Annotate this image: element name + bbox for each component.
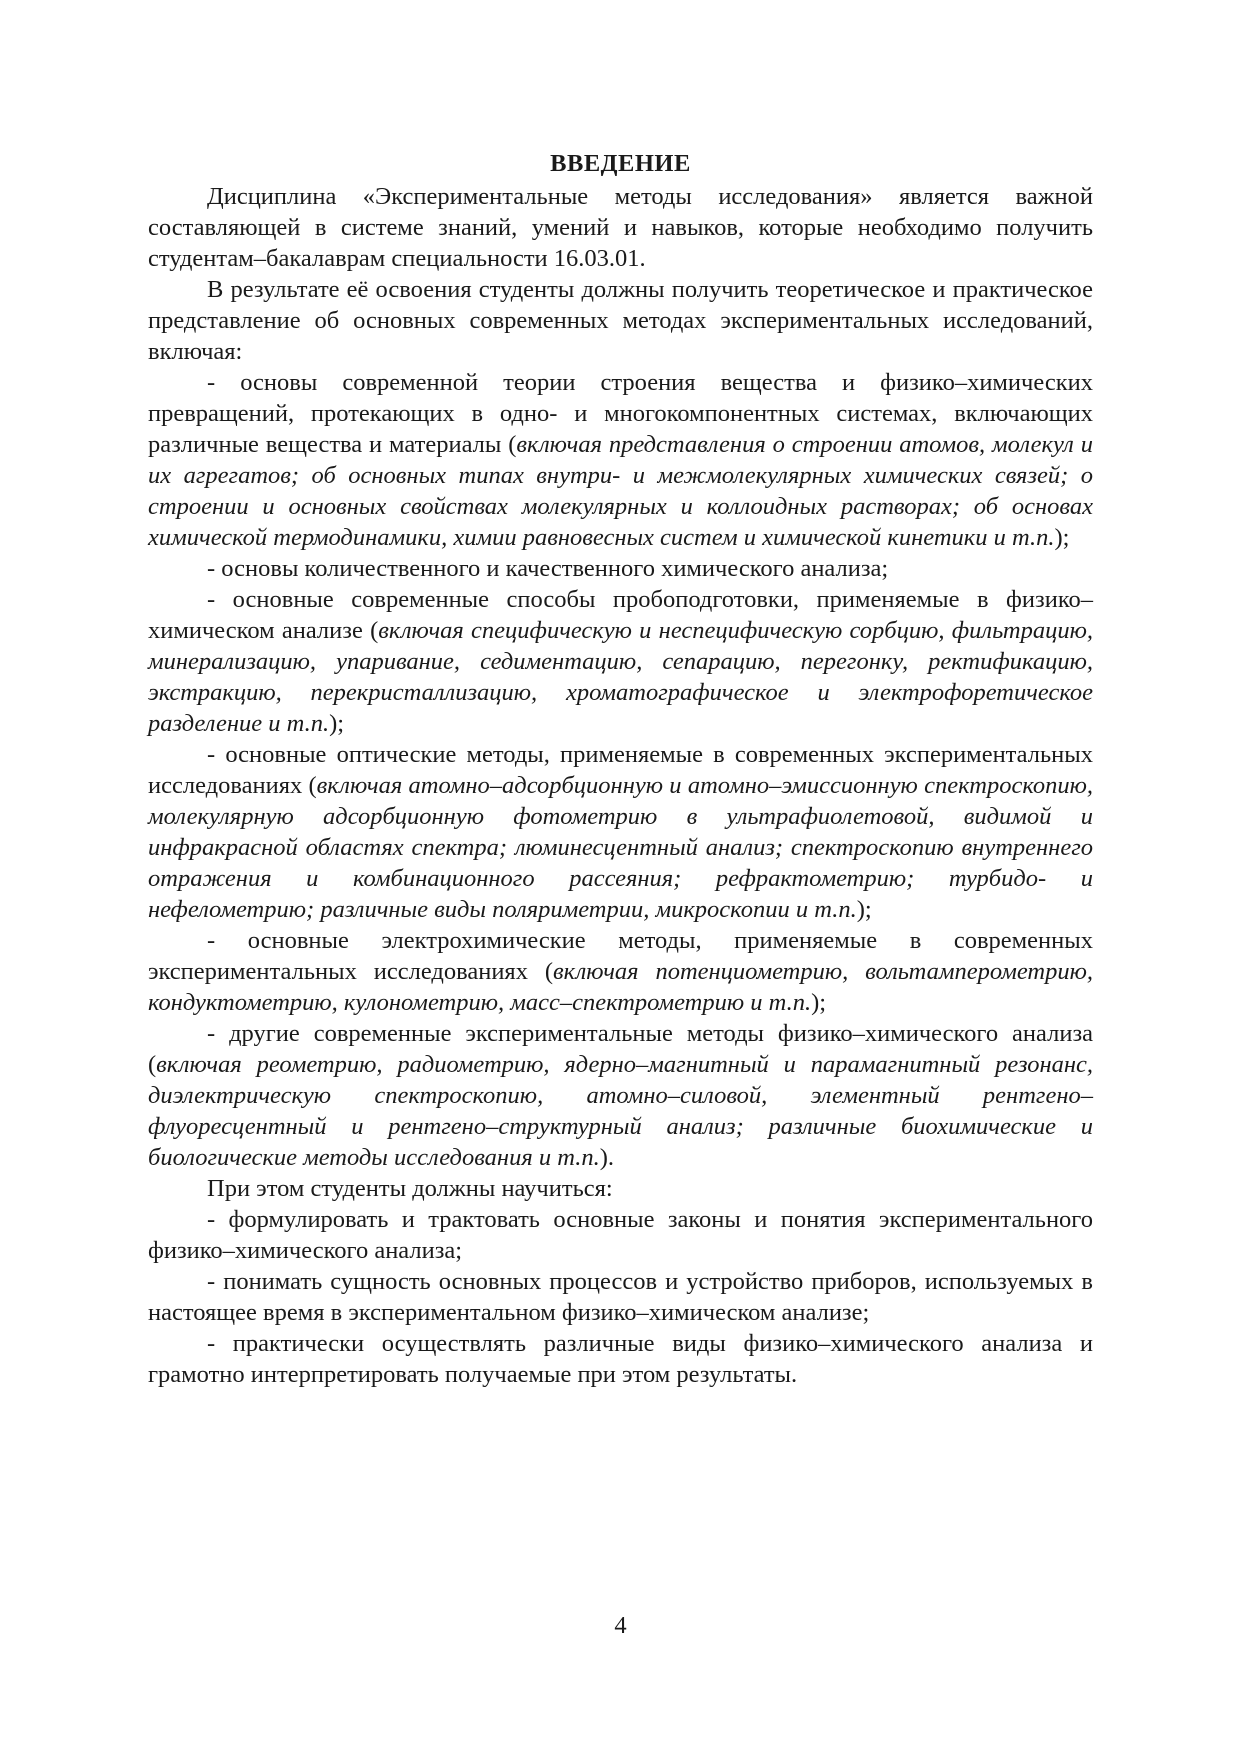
page-number: 4	[614, 1612, 627, 1639]
list-item-structure	[148, 367, 1093, 553]
list-item-other-methods	[148, 1018, 1093, 1173]
list-item-italic: включая атомно–адсорбционную и атомно–эмиссионную спектроскопию, молекулярную адсорбционную фотометрию в ультрафиолетовой, видимой и инфракрасной областях спектра; люминесцентный анализ; спектроскопию внутреннего отражения и комбинационного рассеяния; рефрактометрию; турбидо- и нефелометрию; различные виды поляриметрии, микроскопии и т.п.	[148, 772, 1093, 923]
list-item-lead: - основные электрохимические методы, применяемые в современных экспериментальных исследованиях (	[148, 927, 1093, 985]
document-body	[148, 148, 1093, 1390]
list-item-lead: - основные современные способы пробоподготовки, применяемые в физико–химическом анализе (	[148, 586, 1093, 644]
skill-item-formulate: - формулировать и трактовать основные законы и понятия экспериментального физико–химического анализа;	[148, 1206, 1093, 1264]
intro-paragraph: Дисциплина «Экспериментальные методы исследования» является важной составляющей в системе знаний, умений и навыков, которые необходимо получить студентам–бакалаврам специальности 16.03.01.	[148, 183, 1093, 272]
section-title: ВВЕДЕНИЕ	[550, 150, 691, 177]
list-item-tail: );	[1054, 524, 1070, 551]
list-item-optical	[148, 739, 1093, 925]
list-item-italic: включая потенциометрию, вольтамперометрию, кондуктометрию, кулонометрию, масс–спектрометрию и т.п.	[148, 958, 1093, 1016]
skill-item-understand: - понимать сущность основных процессов и устройство приборов, используемых в настоящее время в экспериментальном физико–химическом анализе;	[148, 1268, 1093, 1326]
list-item-lead: - основные оптические методы, применяемые в современных экспериментальных исследованиях (	[148, 741, 1093, 799]
list-item-tail: );	[856, 896, 872, 923]
list-item-italic: включая представления о строении атомов, молекул и их агрегатов; об основных типах внутри- и межмолекулярных химических связей; о строении и основных свойствах молекулярных и коллоидных растворах; об основах химической термодинамики, химии равновесных систем и химической кинетики и т.п.	[148, 431, 1093, 551]
list-item-analysis: - основы количественного и качественного химического анализа;	[207, 555, 889, 582]
skills-intro-paragraph: При этом студенты должны научиться:	[207, 1175, 613, 1202]
list-item-tail: );	[811, 989, 827, 1016]
list-item-italic: включая реометрию, радиометрию, ядерно–магнитный и парамагнитный резонанс, диэлектрическую спектроскопию, атомно–силовой, элементный рентгено–флуоресцентный и рентгено–структурный анализ; различные биохимические и биологические методы исследования и т.п.	[148, 1051, 1093, 1171]
skill-item-practice: - практически осуществлять различные виды физико–химического анализа и грамотно интерпретировать получаемые при этом результаты.	[148, 1330, 1093, 1388]
list-item-lead: - другие современные экспериментальные методы физико–химического анализа (	[148, 1020, 1093, 1078]
list-item-sample-prep	[148, 584, 1093, 739]
list-item-lead: - основы современной теории строения вещества и физико–химических превращений, протекающих в одно- и многокомпонентных системах, включающих различные вещества и материалы (	[148, 369, 1093, 458]
results-paragraph: В результате её освоения студенты должны получить теоретическое и практическое представление об основных современных методах экспериментальных исследований, включая:	[148, 276, 1093, 365]
list-item-electrochemical	[148, 925, 1093, 1018]
list-item-tail: );	[329, 710, 345, 737]
list-item-tail: ).	[599, 1144, 614, 1171]
list-item-italic: включая специфическую и неспецифическую сорбцию, фильтрацию, минерализацию, упаривание, седиментацию, сепарацию, перегонку, ректификацию, экстракцию, перекристаллизацию, хроматографическое и электрофоретическое разделение и т.п.	[148, 617, 1093, 737]
